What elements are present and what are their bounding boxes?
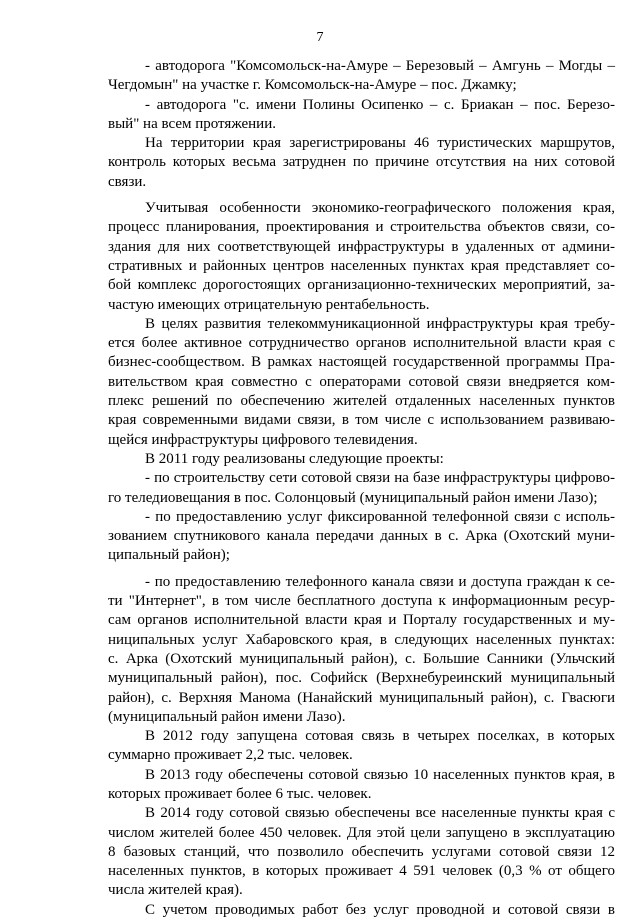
document-body: [108, 57, 615, 920]
text-line: процесс планирования, проектирования и строительства объектов связи, со-: [108, 219, 615, 236]
text-line: контроль которых весьма затруднен по причине отсутствия на них сотовой: [108, 154, 615, 171]
page-number: 7: [316, 30, 324, 45]
text-line: суммарно проживает 2,2 тыс. человек.: [108, 747, 353, 764]
paragraph-gap: [108, 192, 615, 199]
paragraph-gap: [108, 566, 615, 573]
text-line: здания для них соответствующей инфраструктуры в удаленных от админи-: [108, 238, 615, 255]
text-line: бизнес-сообществом. В рамках настоящей государственной программы Пра-: [108, 354, 615, 371]
text-line: ется более активное сотрудничество органов исполнительной власти края с: [108, 335, 615, 352]
text-line: числом жителей более 450 человек. Для этой цели запущено в эксплуатацию: [108, 824, 615, 841]
text-line: которых проживает более 6 тыс. человек.: [108, 785, 372, 802]
text-line: (муниципальный район имени Лазо).: [108, 708, 346, 725]
text-line: частую имеющих отрицательную рентабельность.: [108, 296, 430, 313]
text-line: ципальный район);: [108, 547, 230, 564]
text-line: В целях развития телекоммуникационной инфраструктуры края требу-: [145, 315, 615, 332]
text-line: В 2014 году сотовой связью обеспечены все населенные пункты края с: [145, 805, 615, 822]
text-line: щейся инфраструктуры цифрового телевидения.: [108, 431, 418, 448]
text-line: числа жителей края).: [108, 882, 243, 899]
text-line: Учитывая особенности экономико-географического положения края,: [145, 200, 615, 217]
text-line: вый" на всем протяжении.: [108, 115, 276, 132]
text-line: плекс решений по обеспечению жителей отдаленных населенных пунктов: [108, 393, 615, 410]
text-line: го теледиовещания в пос. Солонцовый (муниципальный район имени Лазо);: [108, 489, 598, 506]
text-line: В 2011 году реализованы следующие проекты:: [145, 450, 444, 467]
text-line: В 2013 году обеспечены сотовой связью 10 населенных пунктов края, в: [145, 766, 615, 783]
text-line: - автодорога "с. имени Полины Осипенко – с. Бриакан – пос. Березо-: [145, 96, 615, 113]
text-line: - по предоставлению услуг фиксированной телефонной связи с исполь-: [145, 508, 615, 525]
text-line: - по предоставлению телефонного канала связи и доступа граждан к се-: [145, 573, 615, 590]
text-line: зованием спутникового канала передачи данных в с. Арка (Охотский муни-: [108, 528, 615, 545]
text-line: - автодорога "Комсомольск-на-Амуре – Березовый – Амгунь – Могды –: [145, 58, 615, 74]
text-line: ниципальных услуг Хабаровского края, в следующих населенных пунктах:: [108, 631, 615, 648]
text-line: 8 базовых станций, что позволило обеспечить услугами сотовой связи 12: [108, 843, 615, 860]
text-line: Чегдомын" на участке г. Комсомольск-на-Амуре – пос. Джамку;: [108, 77, 517, 94]
text-line: стративных и районных центров населенных пунктах края представляет со-: [108, 257, 615, 274]
text-line: сам органов исполнительной власти края и Порталу государственных и му-: [108, 612, 615, 629]
text-line: муниципальный район), пос. Софийск (Верхнебуреинский муниципальный: [108, 670, 615, 687]
text-line: вительством края совместно с операторами сотовой связи внедряется ком-: [108, 373, 615, 390]
text-line: - по строительству сети сотовой связи на базе инфраструктуры цифрово-: [145, 470, 615, 487]
text-line: края современными видами связи, в том числе с использованием развиваю-: [108, 412, 615, 429]
text-line: В 2012 году запущена сотовая связь в четырех поселках, в которых: [145, 728, 615, 745]
text-line: населенных пунктов, в которых проживает 4 591 человек (0,3 % от общего: [108, 863, 615, 880]
text-line: бой комплекс дорогостоящих организационно-технических мероприятий, за-: [108, 277, 615, 294]
text-line: связи.: [108, 173, 147, 190]
text-line: ти "Интернет", в том числе бесплатного доступа к информационным ресур-: [108, 593, 615, 610]
text-line: с. Арка (Охотский муниципальный район), с. Большие Санники (Ульчский: [108, 650, 615, 667]
text-line: С учетом проводимых работ без услуг проводной и сотовой связи в: [145, 901, 615, 918]
text-line: район), с. Верхняя Манома (Нанайский муниципальный район), с. Гвасюги: [108, 689, 615, 706]
text-line: На территории края зарегистрированы 46 туристических маршрутов,: [145, 135, 615, 152]
